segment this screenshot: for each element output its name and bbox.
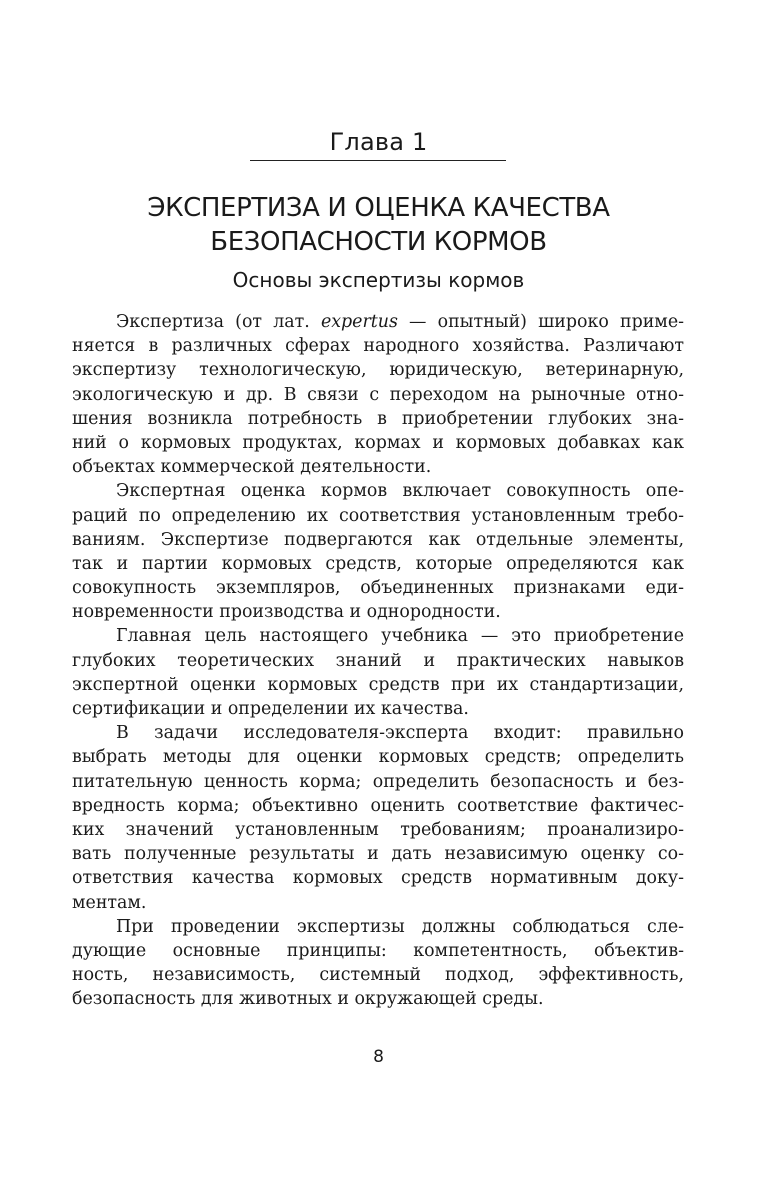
body-text [72,310,684,1011]
text-line: экспертизу технологическую, юридическую, ветеринарную, [72,360,684,381]
text-line: безопасность для животных и окружающей среды. [72,989,544,1010]
text-line: так и партии кормовых средств, которые определяются как [72,553,684,574]
section-title: Основы экспертизы кормов [232,268,525,292]
text-line: ний о кормовых продуктах, кормах и кормовых добавках как [72,432,684,453]
chapter-title [0,191,757,259]
text-line: объектах коммерческой деятельности. [72,457,432,478]
paragraph [72,721,684,915]
text-line: совокупность экземпляров, объединенных признаками еди- [72,578,684,599]
text-line: ответствия качества кормовых средств нормативным доку- [72,868,684,889]
text-line [72,310,684,334]
text-line: ких значений установленным требованиям; проанализиро- [72,819,684,840]
text-line: шения возникла потребность в приобретении глубоких зна- [72,408,684,429]
text-line: сертификации и определении их качества. [72,699,469,719]
text-line: ваниям. Экспертизе подвергаются как отдельные элементы, [72,529,684,550]
chapter-title-line: БЕЗОПАСНОСТИ КОРМОВ [210,227,547,257]
chapter-title-line: ЭКСПЕРТИЗА И ОЦЕНКА КАЧЕСТВА [147,193,610,223]
text-line: экспертной оценки кормовых средств при их стандартизации, [72,674,684,695]
text-line: При проведении экспертизы должны соблюдаться сле- [116,916,684,937]
chapter-divider [250,160,506,161]
text-run: Экспертиза (от лат. [116,312,321,332]
text-line: ность, независимость, системный подход, эффективность, [72,965,684,986]
text-line: раций по определению их соответствия установленным требо- [72,505,684,526]
latin-term: expertus [320,312,398,332]
text-line: новременности производства и однородности. [72,602,501,623]
text-run: — опытный) широко приме- [397,312,684,332]
paragraph [72,479,684,624]
paragraph [72,624,684,721]
paragraph [72,310,684,479]
chapter-label: Глава 1 [329,128,428,156]
page-number: 8 [373,1047,384,1067]
text-line: выбрать методы для оценки кормовых средств; определить [72,747,684,768]
text-line: няется в различных сферах народного хозяйства. Различают [72,336,684,357]
text-line: Главная цель настоящего учебника — это приобретение [116,626,684,647]
text-line: дующие основные принципы: компетентность, объектив- [72,940,684,961]
text-line: питательную ценность корма; определить безопасность и без- [72,771,684,792]
text-line: В задачи исследователя-эксперта входит: правильно [116,723,684,744]
text-line: вредность корма; объективно оценить соответствие фактичес- [72,795,684,816]
text-line: экологическую и др. В связи с переходом на рыночные отно- [72,384,684,405]
text-line: вать полученные результаты и дать независимую оценку со- [72,844,684,865]
text-line: Экспертная оценка кормов включает совокупность опе- [116,481,684,502]
text-line: ментам. [72,892,147,913]
paragraph [72,915,684,1012]
text-line: глубоких теоретических знаний и практических навыков [72,650,684,671]
